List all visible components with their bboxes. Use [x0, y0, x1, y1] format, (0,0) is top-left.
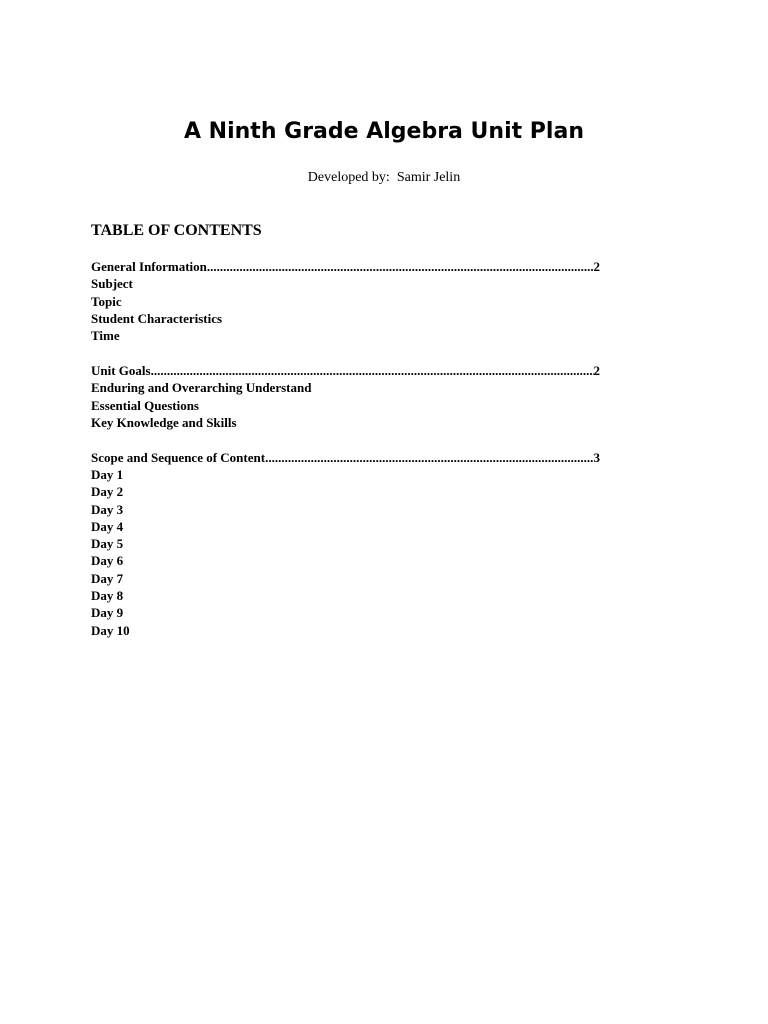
toc-subitem: Day 8	[91, 588, 124, 604]
toc-subitem: Key Knowledge and Skills	[91, 414, 237, 430]
toc-entry	[91, 362, 600, 379]
toc-entry-page: 3	[593, 449, 600, 465]
toc-subitem: Day 10	[91, 622, 130, 638]
toc-section-general-information	[91, 258, 611, 344]
toc-subitem: Day 5	[91, 536, 124, 552]
table-of-contents	[91, 221, 611, 656]
toc-section-scope-and-sequence	[91, 449, 611, 639]
toc-subitem: Enduring and Overarching Understand	[91, 380, 312, 396]
toc-subitem: Day 7	[91, 570, 124, 586]
toc-subitem: Day 1	[91, 466, 124, 482]
toc-entry-label: Scope and Sequence of Content	[91, 449, 266, 465]
toc-subitem: Student Characteristics	[91, 310, 223, 326]
toc-subitem: Day 9	[91, 605, 124, 621]
toc-entry-label: Unit Goals	[91, 362, 151, 378]
toc-subitem: Subject	[91, 276, 133, 292]
toc-subitem: Day 3	[91, 501, 124, 517]
toc-entry-page: 2	[593, 259, 600, 274]
toc-subitem: Time	[91, 328, 120, 344]
toc-subitem: Day 4	[91, 518, 124, 534]
toc-entry-label: General Information	[91, 259, 207, 274]
toc-entry-page: 2	[593, 362, 600, 378]
toc-subitem: Day 6	[91, 553, 124, 569]
toc-heading: TABLE OF CONTENTS	[91, 222, 262, 239]
author-byline: Developed by: Samir Jelin	[307, 170, 461, 185]
dot-leader	[265, 449, 593, 466]
toc-subitem: Topic	[91, 293, 122, 309]
dot-leader	[151, 362, 594, 379]
toc-subitem: Essential Questions	[91, 397, 199, 413]
toc-section-unit-goals	[91, 362, 611, 431]
toc-entry	[91, 449, 600, 466]
toc-subitem: Day 2	[91, 484, 124, 500]
dot-leader	[207, 258, 594, 275]
toc-entry	[91, 258, 600, 275]
document-title: A Ninth Grade Algebra Unit Plan	[184, 119, 584, 144]
